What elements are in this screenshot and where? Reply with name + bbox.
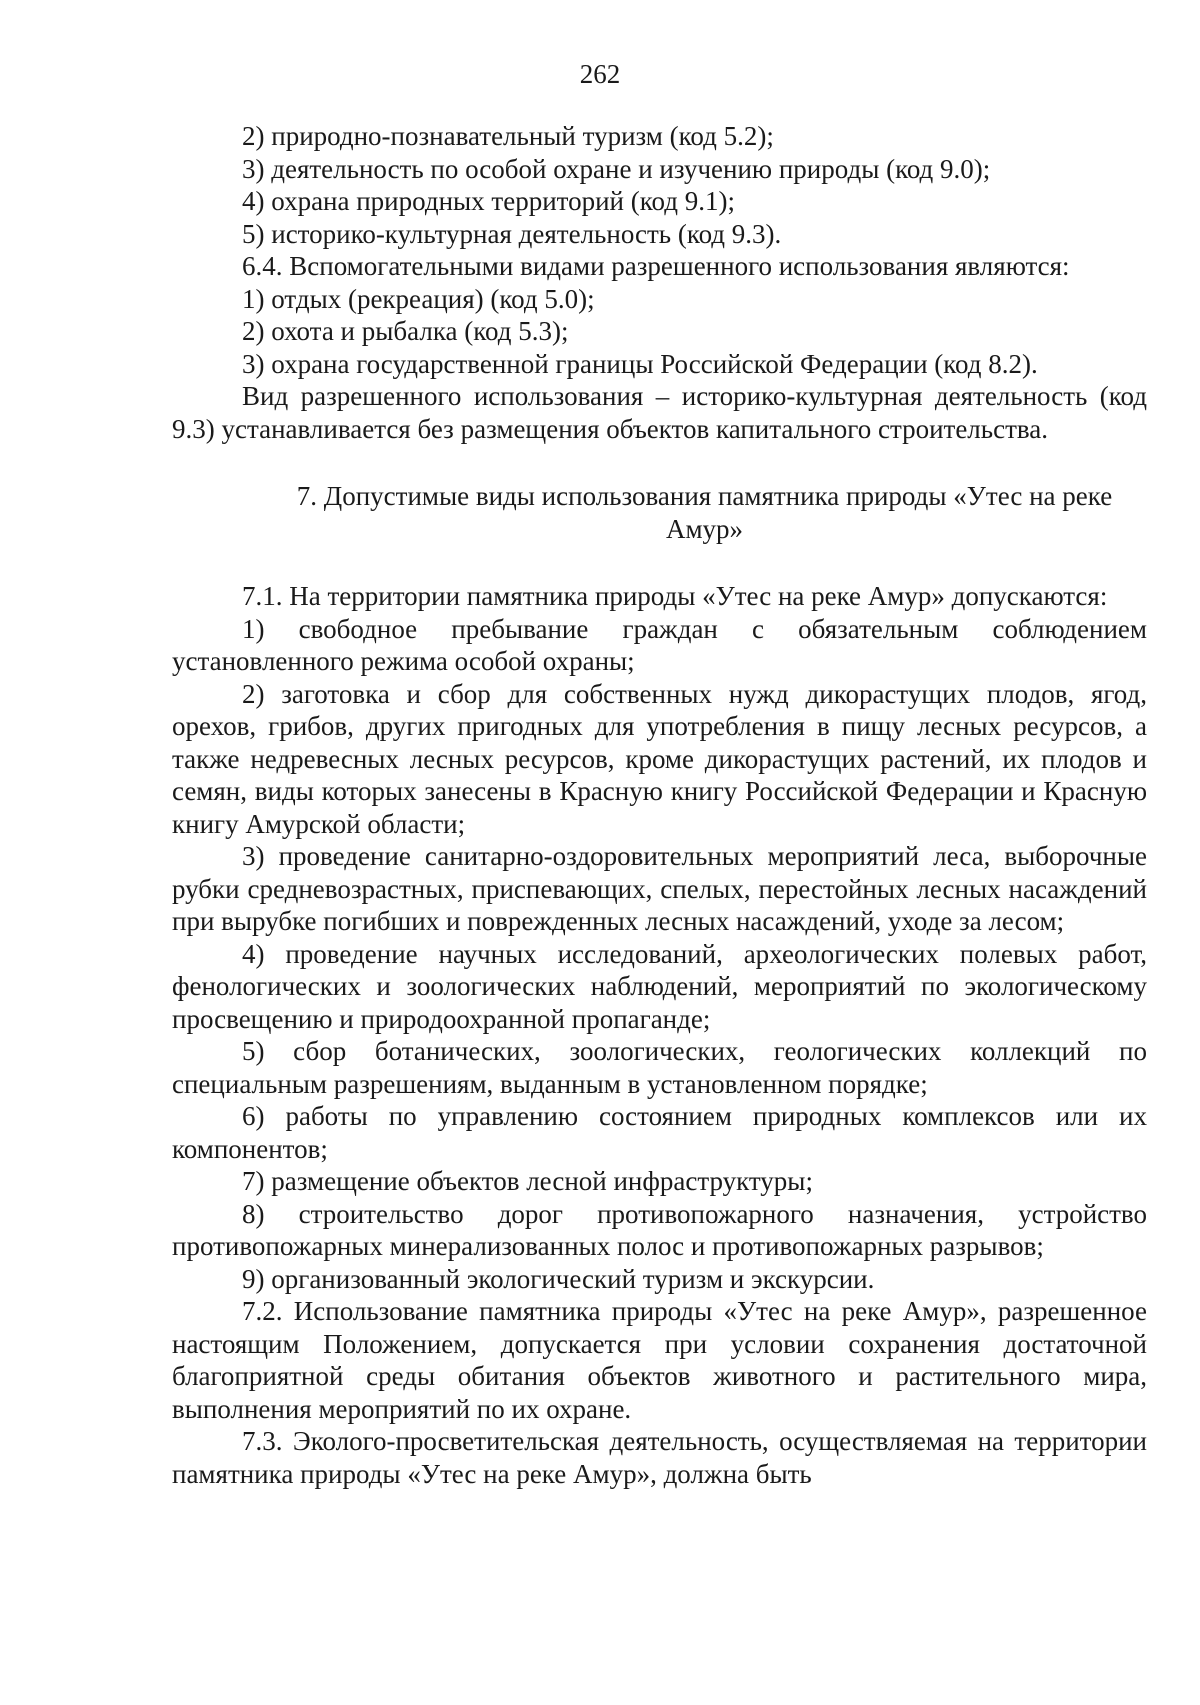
list-item: 2) природно-познавательный туризм (код 5.2); (242, 121, 774, 151)
list-item: 3) проведение санитарно-оздоровительных мероприятий леса, выборочные рубки средневозрастных, приспевающих, спелых, перестойных лесных насаждений при вырубке погибших и поврежденных лесных насаждений, уходе за лесом; (172, 841, 1147, 936)
list-item: 2) заготовка и сбор для собственных нужд дикорастущих плодов, ягод, орехов, грибов, других пригодных для употребления в пищу лесных ресурсов, а также недревесных лесных ресурсов, кроме дикорастущих растений, их плодов и семян, виды которых занесены в Красную книгу Российской Федерации и Красную книгу Амурской области; (172, 678, 1147, 839)
section-heading: 7. Допустимые виды использования памятника природы «Утес на реке Амур» (296, 481, 1113, 544)
page-number: 262 (579, 59, 621, 89)
paragraph: Вид разрешенного использования – историко-культурная деятельность (код 9.3) устанавливается без размещения объектов капитального строительства. (172, 381, 1147, 444)
list-item: 1) отдых (рекреация) (код 5.0); (242, 283, 595, 314)
list-item: 7) размещение объектов лесной инфраструктуры; (242, 1166, 813, 1196)
list-item: 8) строительство дорог противопожарного назначения, устройство противопожарных минерализованных полос и противопожарных разрывов; (172, 1198, 1147, 1261)
document-body (172, 120, 1147, 1490)
list-item: 9) организованный экологический туризм и экскурсии. (242, 1263, 875, 1294)
list-item: 1) свободное пребывание граждан с обязательным соблюдением установленного режима особой охраны; (172, 613, 1147, 676)
list-item: 3) охрана государственной границы Российской Федерации (код 8.2). (242, 348, 1038, 379)
list-item: 4) охрана природных территорий (код 9.1); (242, 186, 735, 216)
list-item: 6) работы по управлению состоянием природных комплексов или их компонентов; (172, 1101, 1147, 1164)
list-item: 2) охота и рыбалка (код 5.3); (242, 316, 569, 346)
clause-7-3: 7.3. Эколого-просветительская деятельность, осуществляемая на территории памятника природы «Утес на реке Амур», должна быть (172, 1426, 1147, 1489)
list-item: 4) проведение научных исследований, археологических полевых работ, фенологических и зоологических наблюдений, мероприятий по экологическому просвещению и природоохранной пропаганде; (172, 938, 1147, 1034)
list-item: 5) историко-культурная деятельность (код 9.3). (242, 218, 782, 249)
clause-7-2: 7.2. Использование памятника природы «Утес на реке Амур», разрешенное настоящим Положением, допускается при условии сохранения достаточной благоприятной среды обитания объектов животного и растительного мира, выполнения мероприятий по их охране. (172, 1296, 1147, 1424)
list-item: 3) деятельность по особой охране и изучению природы (код 9.0); (242, 153, 991, 184)
clause-6-4: 6.4. Вспомогательными видами разрешенного использования являются: (242, 251, 1070, 281)
list-item: 5) сбор ботанических, зоологических, геологических коллекций по специальным разрешениям, выданным в установленном порядке; (172, 1036, 1147, 1099)
clause-7-1: 7.1. На территории памятника природы «Утес на реке Амур» допускаются: (242, 581, 1108, 611)
